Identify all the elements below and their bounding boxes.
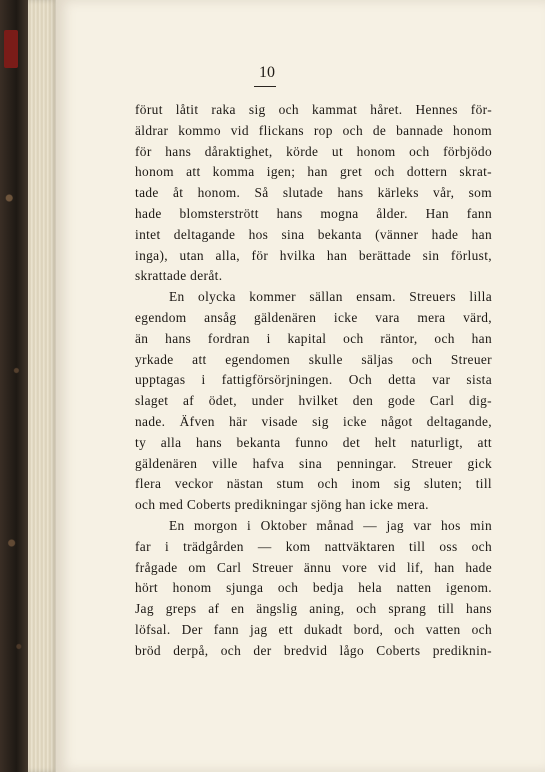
text-line: ty alla hans bekanta funno det helt naturligt, att [135,434,492,450]
text-line: gäldenären ville hafva sina penningar. Streuer gick [135,455,492,471]
text-line: hört honom sjunga och bedja hela natten igenom. [135,580,492,596]
page-edges [28,0,58,772]
text-line: slaget af ödet, under hvilket den gode Carl dig- [135,393,492,409]
page-number-rule [254,86,276,87]
text-line: egendom ansåg gäldenären icke vara mera värd, [135,309,492,325]
text-line: bröd derpå, och der bredvid lågo Coberts prediknin- [135,642,492,658]
text-line: far i trädgården — kom nattväktaren till oss och [135,538,492,554]
text-line: yrkade att egendomen skulle säljas och Streuer [135,351,492,367]
text-line: honom att komma igen; han gret och dottern skrat- [135,164,492,180]
text-line: förut låtit raka sig och kammat håret. Hennes för- [135,102,492,117]
text-line: och med Coberts predikningar sjöng han icke mera. [135,497,429,513]
text-line: flera veckor nästan stum och inom sig sluten; till [135,476,492,492]
text-line: tade åt honom. Så slutade hans kärleks vår, som [135,185,492,201]
text-line: inga), utan alla, för hvilka han berättade sin förlust, [135,247,492,263]
text-line: för hans dåraktighet, körde ut honom och förbjödo [135,143,492,159]
binding-texture [2,60,26,750]
text-line: än hans fordran i kapital och räntor, och han [135,330,492,346]
body-text [135,100,492,662]
text-line: En morgon i Oktober månad — jag var hos min [169,517,492,533]
text-line: upptagas i fattigförsörjningen. Och detta var sista [135,372,492,388]
text-line: frågade om Carl Streuer ännu vore vid lif, han hade [135,559,492,575]
text-line: äldrar kommo vid flickans rop och de bannade honom [135,122,492,138]
bookmark-ribbon [4,30,18,68]
text-line: En olycka kommer sällan ensam. Streuers lilla [169,289,492,305]
text-line: hade blomsterstrött hans mogna ålder. Han fann [135,205,492,221]
text-line: skrattade deråt. [135,268,223,284]
page-number: 10 [259,64,275,81]
text-line: löfsal. Der fann jag ett dukadt bord, och vatten och [135,621,492,637]
text-line: Jag greps af en ängslig aning, och sprang till hans [135,601,492,617]
book-binding [0,0,30,772]
text-line: intet deltagande hos sina bekanta (vänner hade han [135,226,492,242]
text-line: nade. Äfven här visade sig icke något deltagande, [135,413,492,429]
